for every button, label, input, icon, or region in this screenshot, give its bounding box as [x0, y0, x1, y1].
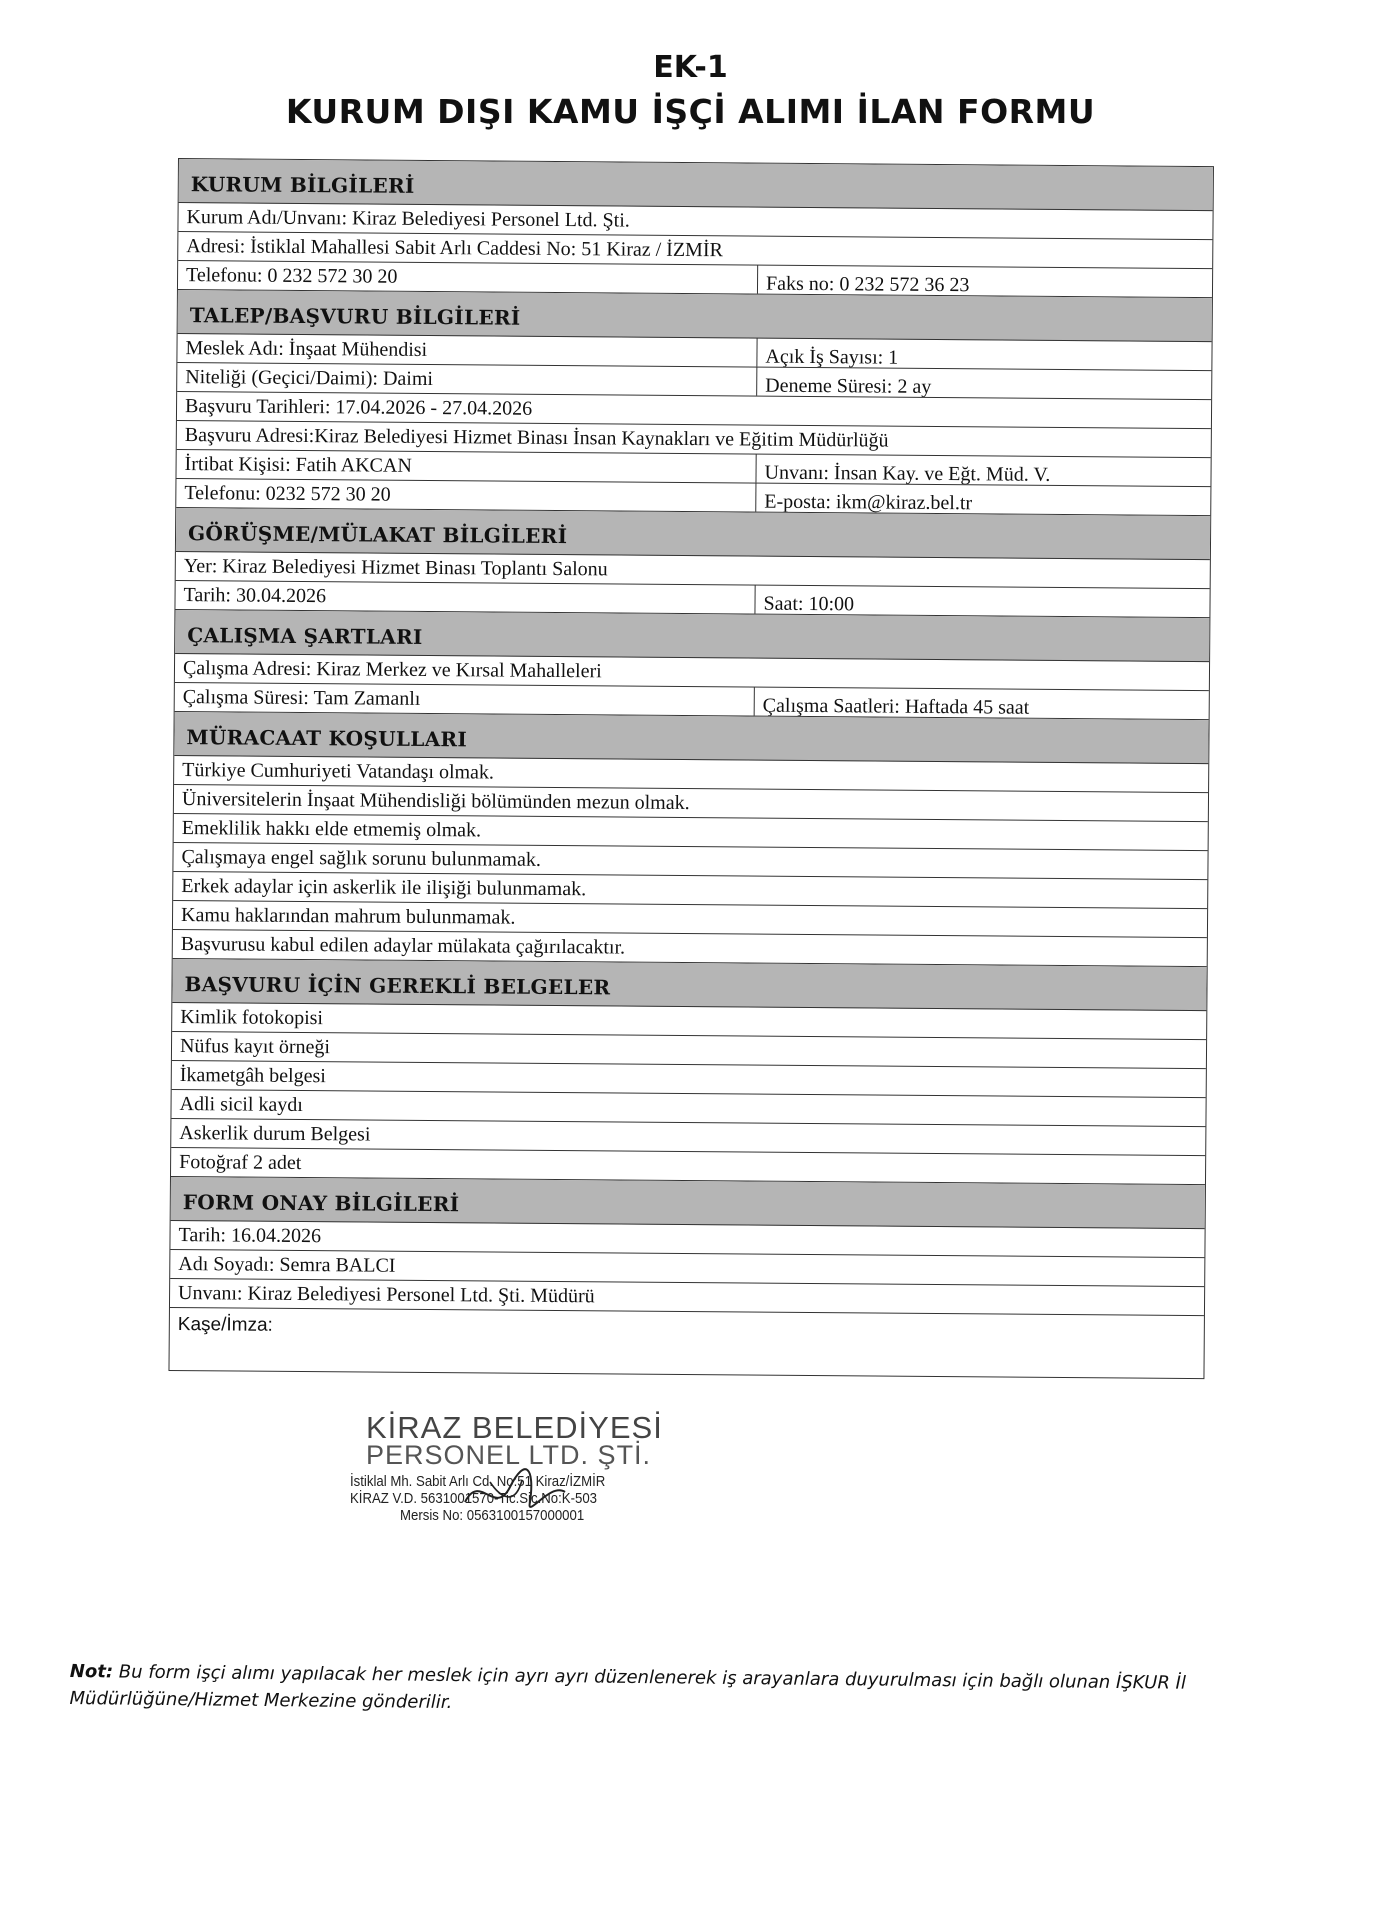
requirement-item: Üniversitelerin İnşaat Mühendisliği bölümünden mezun olmak. — [181, 788, 690, 815]
document-item: Askerlik durum Belgesi — [179, 1122, 371, 1146]
document-item: Kimlik fotokopisi — [180, 1006, 324, 1030]
profession-name: Meslek Adı: İnşaat Mühendisi — [177, 334, 757, 367]
requirement-item: Erkek adaylar için askerlik ile ilişiği bulunmamak. — [181, 875, 587, 901]
approver-name: Adı Soyadı: Semra BALCI — [178, 1253, 396, 1277]
requirement-item: Türkiye Cumhuriyeti Vatandaşı olmak. — [182, 759, 495, 784]
stamp-address: İstiklal Mh. Sabit Arlı Cd. No:51 Kiraz/İZMİR — [350, 1473, 606, 1490]
document-item: Adli sicil kaydı — [179, 1093, 303, 1117]
interview-place: Yer: Kiraz Belediyesi Hizmet Binası Toplantı Salonu — [183, 555, 608, 581]
document-title: KURUM DIŞI KAMU İŞÇİ ALIMI İLAN FORMU — [285, 92, 1096, 131]
document-item: Nüfus kayıt örneği — [179, 1035, 331, 1059]
work-duration: Çalışma Süresi: Tam Zamanlı — [175, 683, 755, 716]
stamp-signature-row — [169, 1308, 1203, 1378]
section-approval-header: FORM ONAY BİLGİLERİ — [171, 1177, 1205, 1229]
company-stamp — [350, 1410, 710, 1524]
contact-title: Unvanı: İnsan Kay. ve Eğt. Müd. V. — [764, 461, 1051, 486]
requirement-item: Başvurusu kabul edilen adaylar mülakata çağırılacaktır. — [180, 933, 626, 959]
document-item: Fotoğraf 2 adet — [179, 1151, 302, 1174]
handwritten-signature — [460, 1462, 570, 1522]
section-interview-header: GÖRÜŞME/MÜLAKAT BİLGİLERİ — [176, 508, 1210, 560]
work-hours: Çalışma Saatleri: Haftada 45 saat — [762, 694, 1030, 719]
document-code: EK-1 — [653, 50, 728, 85]
section-application-header: TALEP/BAŞVURU BİLGİLERİ — [178, 290, 1212, 342]
section-work-conditions-header: ÇALIŞMA ŞARTLARI — [175, 610, 1209, 662]
trial-period: Deneme Süresi: 2 ay — [765, 374, 932, 398]
section-requirements-header: MÜRACAAT KOŞULLARI — [174, 712, 1208, 764]
section-documents-header: BAŞVURU İÇİN GEREKLİ BELGELER — [172, 959, 1206, 1011]
stamp-signature-label: Kaşe/İmza: — [177, 1314, 273, 1336]
footnote — [69, 1658, 1299, 1725]
application-address: Başvuru Adresi:Kiraz Belediyesi Hizmet Binası İnsan Kaynakları ve Eğitim Müdürlüğü — [184, 424, 889, 452]
open-job-count: Açık İş Sayısı: 1 — [765, 345, 899, 369]
stamp-company-name: KİRAZ BELEDİYESİ — [366, 1410, 663, 1445]
stamp-tax-info: KİRAZ V.D. 5631001570-Tic.Sic.No:K-503 — [350, 1490, 598, 1507]
interview-hour: Saat: 10:00 — [763, 592, 855, 616]
application-dates: Başvuru Tarihleri: 17.04.2026 - 27.04.2026 — [184, 395, 533, 420]
interview-date: Tarih: 30.04.2026 — [175, 581, 755, 614]
section-institution-header: KURUM BİLGİLERİ — [179, 159, 1213, 211]
institution-address: Adresi: İstiklal Mahallesi Sabit Arlı Caddesi No: 51 Kiraz / İZMİR — [186, 235, 723, 262]
work-address: Çalışma Adresi: Kiraz Merkez ve Kırsal Mahalleleri — [182, 657, 602, 683]
requirement-item: Çalışmaya engel sağlık sorunu bulunmamak. — [181, 846, 541, 871]
institution-phone: Telefonu: 0 232 572 30 20 — [178, 261, 758, 294]
contact-person: İrtibat Kişisi: Fatih AKCAN — [176, 450, 756, 483]
stamp-mersis: Mersis No: 0563100157000001 — [400, 1507, 585, 1524]
footnote-label: Not: — [69, 1660, 114, 1683]
announcement-form — [168, 158, 1213, 1379]
requirement-item: Kamu haklarından mahrum bulunmamak. — [180, 904, 516, 929]
approver-title: Unvanı: Kiraz Belediyesi Personel Ltd. Şti. Müdürü — [177, 1282, 595, 1308]
contact-email: E-posta: ikm@kiraz.bel.tr — [764, 490, 973, 515]
job-nature: Niteliği (Geçici/Daimi): Daimi — [177, 363, 757, 396]
institution-name: Kurum Adı/Unvanı: Kiraz Belediyesi Personel Ltd. Şti. — [186, 206, 630, 232]
stamp-company-subtitle: PERSONEL LTD. ŞTİ. — [366, 1440, 652, 1470]
approval-date: Tarih: 16.04.2026 — [178, 1224, 322, 1248]
document-item: İkametgâh belgesi — [179, 1064, 326, 1088]
contact-phone: Telefonu: 0232 572 30 20 — [176, 479, 756, 512]
institution-fax: Faks no: 0 232 572 36 23 — [765, 272, 970, 297]
footnote-text: Bu form işçi alımı yapılacak her meslek için ayrı ayrı düzenlenerek iş arayanlara duyurulması için bağlı olunan İŞKUR İl Müdürlüğüne/Hizmet Merkezine gönderilir. — [69, 1661, 1187, 1714]
requirement-item: Emeklilik hakkı elde etmemiş olmak. — [181, 817, 482, 842]
